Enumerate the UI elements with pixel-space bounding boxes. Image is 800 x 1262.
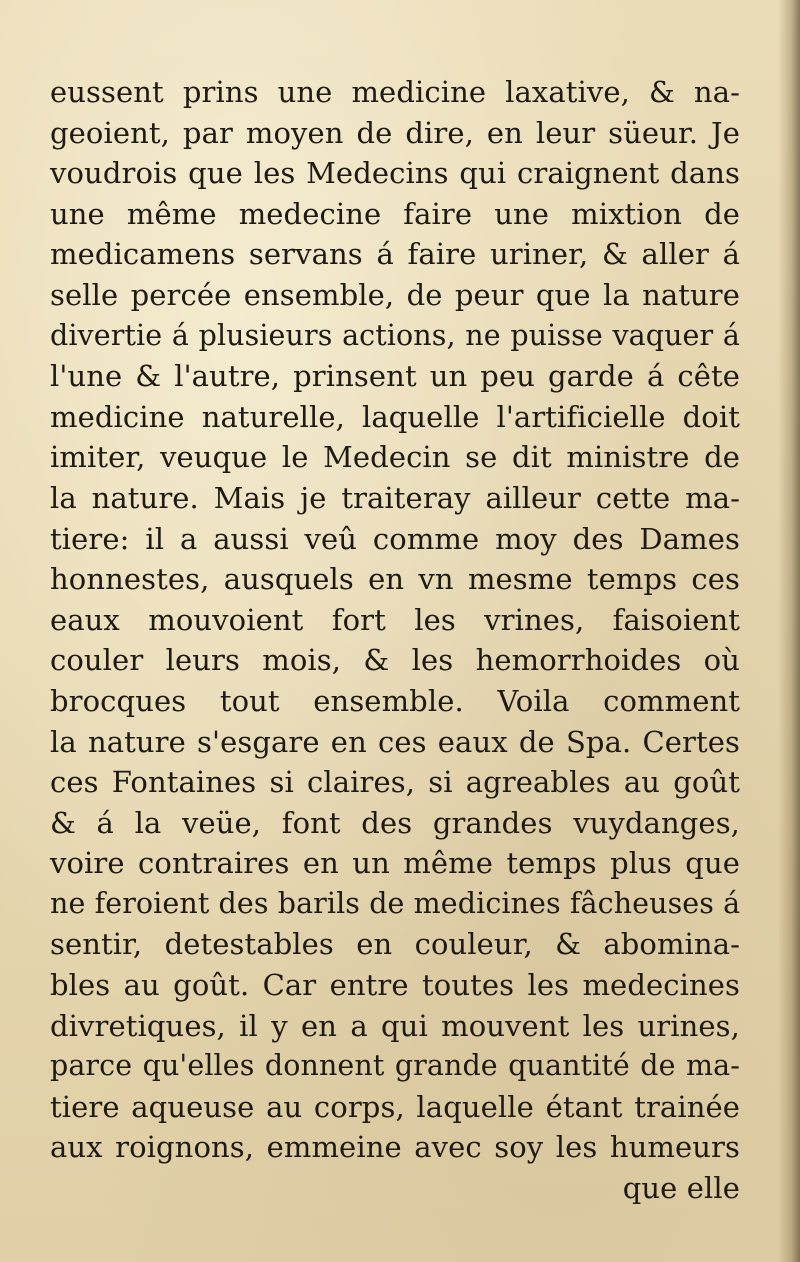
text-line: tiere: il a aussi veû comme moy des Dames	[50, 521, 740, 556]
text-line: divretiques, il y en a qui mouvent les urines,	[50, 1008, 740, 1043]
text-line: bles au goût. Car entre toutes les medecines	[50, 968, 740, 1003]
text-line: medicamens servans á faire uriner, & aller á	[50, 237, 740, 272]
text-line: l'une & l'autre, prinsent un peu garde á cête	[50, 359, 740, 394]
text-line: eussent prins une medicine laxative, & na-	[50, 75, 740, 109]
text-line: parce qu'elles donnent grande quantité de ma-	[50, 1049, 740, 1083]
text-line: & á la veüe, font des grandes vuydanges,	[50, 805, 740, 840]
text-line: divertie á plusieurs actions, ne puisse vaquer á	[50, 318, 740, 352]
text-line: la nature s'esgare en ces eaux de Spa. Certes	[50, 724, 740, 759]
text-line: medicine naturelle, laquelle l'artificielle doit	[50, 399, 740, 434]
text-line: couler leurs mois, & les hemorrhoides où	[50, 643, 740, 678]
text-line: voudrois que les Medecins qui craignent dans	[50, 156, 740, 191]
text-line: geoient, par moyen de dire, en leur süeur. Je	[50, 115, 740, 150]
text-line: brocques tout ensemble. Voila comment	[50, 683, 740, 718]
text-line: voire contraires en un même temps plus que	[50, 846, 740, 881]
page-text-block	[50, 72, 740, 1209]
text-line: tiere aqueuse au corps, laquelle étant trainée	[50, 1089, 740, 1124]
text-line: selle percée ensemble, de peur que la nature	[50, 277, 740, 312]
catchword: que elle	[622, 1171, 740, 1206]
text-line: sentir, detestables en couleur, & abomina-	[50, 927, 740, 962]
text-line: aux roignons, emmeine avec soy les humeurs	[50, 1130, 740, 1165]
text-line: honnestes, ausquels en vn mesme temps ces	[50, 562, 740, 597]
text-line: ces Fontaines si claires, si agreables au goût	[50, 765, 740, 800]
text-line: la nature. Mais je traiteray ailleur cette ma-	[50, 480, 740, 515]
text-line: une même medecine faire une mixtion de	[50, 196, 740, 231]
text-line: ne feroient des barils de medicines fâcheuses á	[50, 886, 741, 920]
page-gutter-shadow	[778, 0, 800, 1262]
text-line: eaux mouvoient fort les vrines, faisoient	[50, 602, 740, 637]
text-line: imiter, veuque le Medecin se dit ministre de	[50, 440, 740, 475]
